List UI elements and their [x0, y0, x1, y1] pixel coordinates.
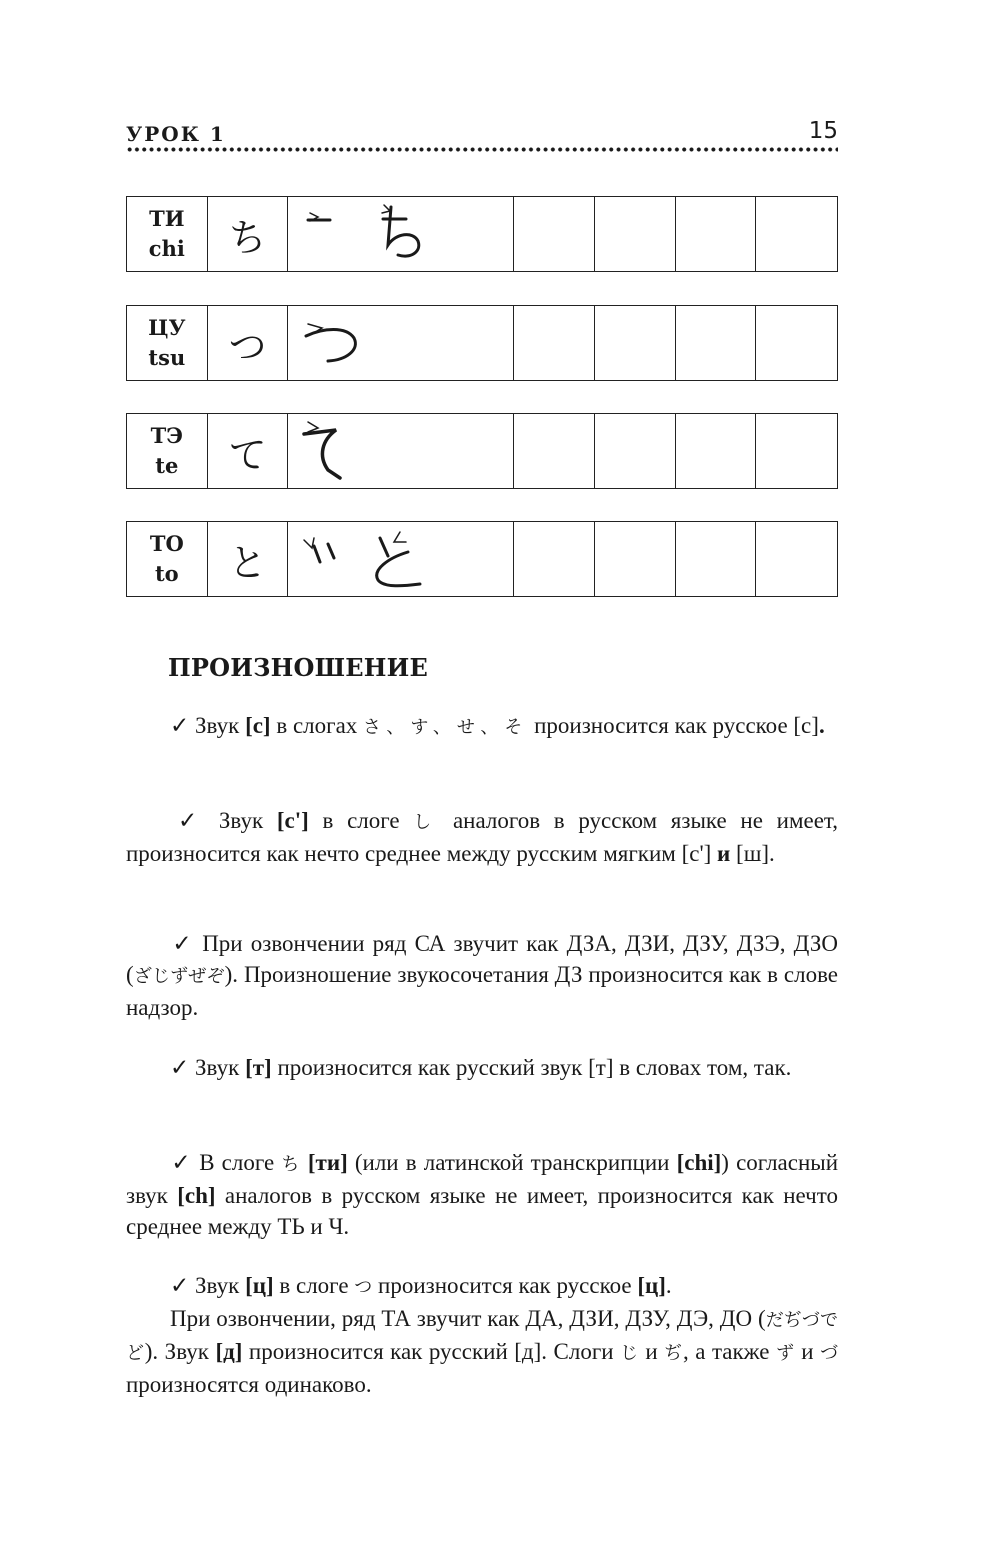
- lesson-title: УРОК 1: [126, 122, 226, 146]
- stroke-order-to: [288, 522, 514, 596]
- page-header: [126, 118, 838, 154]
- practice-cell: [756, 414, 837, 488]
- stroke-order-drawing: [288, 522, 515, 595]
- kana-label-lat: te: [155, 453, 179, 478]
- paragraph-t-sound: ✓ Звук [т] произносится как русский звук [т] в словах том, так.: [170, 1055, 792, 1080]
- practice-cell: [595, 522, 676, 596]
- paragraph-ts-sound: ✓ Звук [ц] в слоге つ произносится как русское [ц].: [170, 1273, 672, 1298]
- kana-character: つ: [208, 306, 289, 380]
- kana-row-te: [126, 413, 838, 489]
- practice-cell: [756, 522, 837, 596]
- kana-label-lat: tsu: [148, 345, 186, 370]
- paragraph-voicing-sa: ✓ При озвончении ряд СА звучит как ДЗА, ДЗИ, ДЗУ, ДЗЭ, ДЗО (ざじずぜぞ). Произношение звукосочетания ДЗ произносится как в слове надзор.: [126, 931, 839, 1020]
- practice-cell: [756, 306, 837, 380]
- kana-row-tsu: [126, 305, 838, 381]
- check-icon: ✓: [170, 713, 190, 738]
- dotted-divider: [126, 147, 838, 152]
- practice-cell: [676, 522, 757, 596]
- kana-character: と: [208, 522, 289, 596]
- paragraph-s-sound: ✓ Звук [с] в слогах さ、す、せ、そ произносится как русское [с].: [170, 713, 825, 738]
- practice-cell: [756, 197, 837, 271]
- kana-label-ru: ЦУ: [148, 315, 186, 340]
- practice-cell: [676, 414, 757, 488]
- paragraph-soft-s-sound: ✓ Звук [с'] в слоге し аналогов в русском языке не имеет, произносится как нечто среднее между русским мягким [с'] и [ш].: [126, 808, 838, 866]
- stroke-order-drawing: [288, 306, 515, 379]
- stroke-order-te: [288, 414, 514, 488]
- practice-cell: [676, 197, 757, 271]
- section-title: ПРОИЗНОШЕНИЕ: [168, 653, 428, 682]
- stroke-order-drawing: [288, 197, 515, 270]
- page-number: 15: [808, 118, 838, 144]
- paragraph-voicing-ta: При озвончении, ряд ТА звучит как ДА, ДЗИ, ДЗУ, ДЭ, ДО (だぢづでど). Звук [д] произносится как русский [д]. Слоги じ и ぢ, а также ず и づ произносятся одинаково.: [126, 1306, 839, 1397]
- kana-character: て: [208, 414, 289, 488]
- kana-label-ru: ТО: [149, 531, 184, 556]
- kana-row-chi: [126, 196, 838, 272]
- kana-label: [127, 522, 208, 596]
- practice-cell: [514, 306, 595, 380]
- check-icon: ✓: [170, 808, 206, 833]
- check-icon: ✓: [170, 1055, 190, 1080]
- paragraph-chi-sound: ✓ В слоге ち [ти] (или в латинской транскрипции [chi]) согласный звук [ch] аналогов в русском языке не имеет, произносится как нечто среднее между ТЬ и Ч.: [126, 1150, 839, 1239]
- kana-label-lat: chi: [148, 236, 185, 261]
- kana-label: [127, 414, 208, 488]
- kana-label: [127, 306, 208, 380]
- kana-label-lat: to: [154, 561, 179, 586]
- stroke-order-drawing: [288, 414, 515, 487]
- kana-label-ru: ТИ: [149, 206, 185, 231]
- check-icon: ✓: [170, 1150, 193, 1175]
- practice-cell: [595, 197, 676, 271]
- practice-cell: [676, 306, 757, 380]
- kana-label-ru: ТЭ: [150, 423, 183, 448]
- stroke-order-chi: [288, 197, 514, 271]
- check-icon: ✓: [170, 1273, 190, 1298]
- practice-cell: [595, 306, 676, 380]
- kana-character: ち: [208, 197, 289, 271]
- practice-cell: [514, 197, 595, 271]
- practice-cell: [514, 522, 595, 596]
- stroke-order-tsu: [288, 306, 514, 380]
- check-icon: ✓: [170, 931, 195, 956]
- kana-row-to: [126, 521, 838, 597]
- practice-cell: [514, 414, 595, 488]
- kana-label: [127, 197, 208, 271]
- practice-cell: [595, 414, 676, 488]
